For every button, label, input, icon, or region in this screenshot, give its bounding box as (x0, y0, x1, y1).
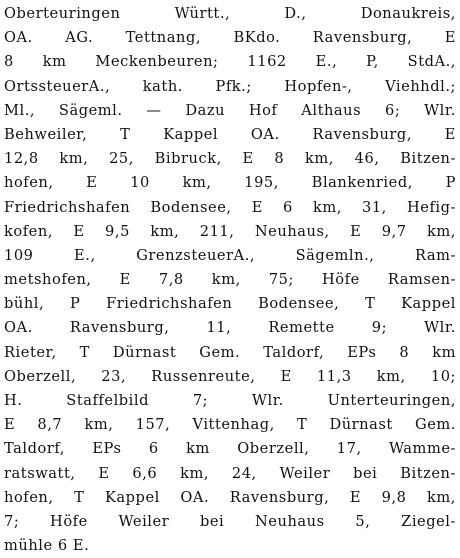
entry-line: 8 km Meckenbeuren; 1162 E., P, StdA., (4, 53, 456, 71)
entry-line: OrtssteuerA., kath. Pfk.; Hopfen-, Viehhdl.; (4, 77, 456, 95)
entry-line: Oberteuringen Württ., D., Donaukreis, (4, 5, 456, 22)
entry-line: hofen, E 10 km, 195, Blankenried, P (4, 174, 456, 192)
entry-line: ratswatt, E 6,6 km, 24, Weiler bei Bitzen- (4, 464, 456, 482)
entry-line: metshofen, E 7,8 km, 75; Höfe Ramsen- (4, 271, 456, 289)
entry-line: mühle 6 E. (4, 537, 90, 555)
entry-line: 12,8 km, 25, Bibruck, E 8 km, 46, Bitzen- (4, 150, 456, 168)
entry-line: Behweiler, T Kappel OA. Ravensburg, E (4, 125, 456, 143)
entry-line: Taldorf, EPs 6 km Oberzell, 17, Wamme- (4, 440, 456, 458)
entry-line: E 8,7 km, 157, Vittenhag, T Dürnast Gem. (4, 416, 456, 434)
entry-line: hofen, T Kappel OA. Ravensburg, E 9,8 km, (4, 488, 456, 506)
entry-line: Oberzell, 23, Russenreute, E 11,3 km, 10; (4, 367, 456, 385)
entry-line: Ml., Sägeml. — Dazu Hof Althaus 6; Wlr. (4, 101, 456, 119)
entry-line: OA. AG. Tettnang, BKdo. Ravensburg, E (4, 29, 456, 47)
entry-line: kofen, E 9,5 km, 211, Neuhaus, E 9,7 km, (4, 222, 456, 240)
entry-line: Rieter, T Dürnast Gem. Taldorf, EPs 8 km (4, 343, 456, 361)
entry-line: H. Staffelbild 7; Wlr. Unterteuringen, (4, 392, 456, 409)
entry-line: bühl, P Friedrichshafen Bodensee, T Kappel (4, 295, 456, 313)
gazetteer-entry (4, 2, 456, 558)
entry-line: OA. Ravensburg, 11, Remette 9; Wlr. (4, 319, 456, 337)
entry-line: 109 E., GrenzsteuerA., Sägemln., Ram- (4, 246, 456, 264)
entry-line: Friedrichshafen Bodensee, E 6 km, 31, Hefig- (4, 198, 456, 216)
entry-line: 7; Höfe Weiler bei Neuhaus 5, Ziegel- (4, 512, 456, 530)
